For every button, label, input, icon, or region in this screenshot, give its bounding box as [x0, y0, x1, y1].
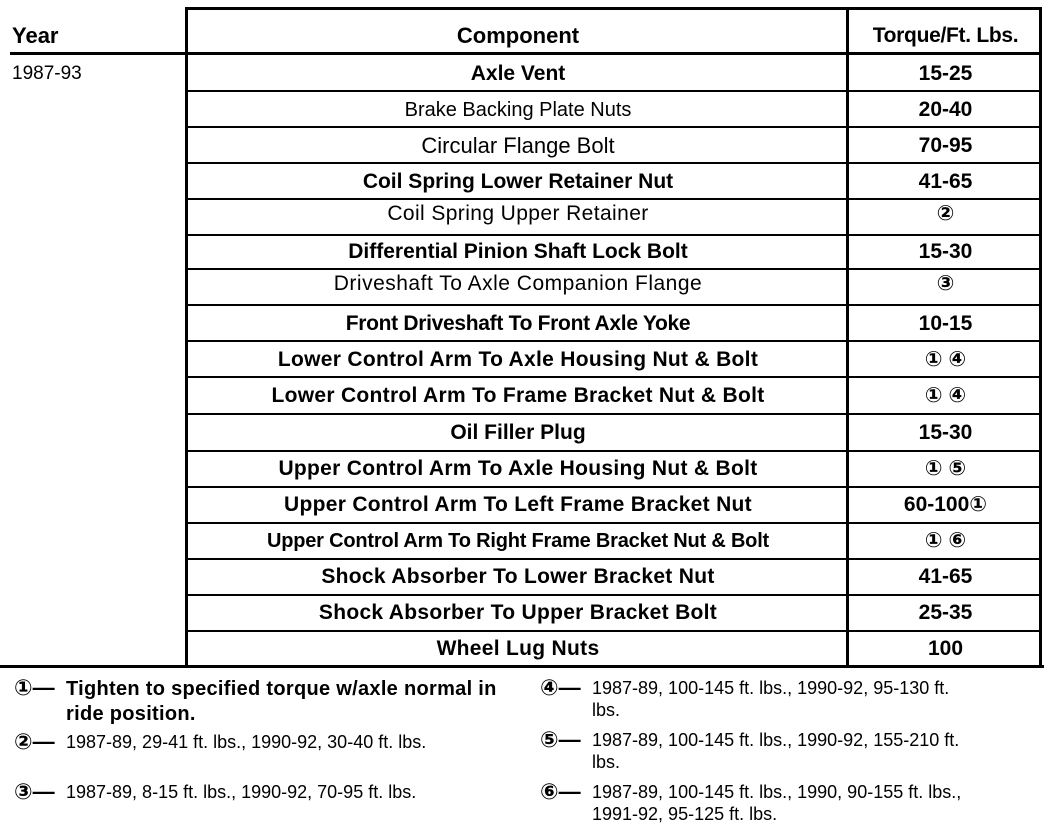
table-row — [0, 523, 1056, 559]
component-cell: Brake Backing Plate Nuts — [404, 99, 632, 121]
component-cell: Front Driveshaft To Front Axle Yoke — [345, 312, 691, 335]
footnote-3 — [14, 781, 504, 827]
torque-cell: 25-35 — [918, 601, 973, 624]
table-row — [0, 56, 1056, 92]
torque-cell: 15-30 — [918, 421, 973, 444]
footnote-marker: ③— — [14, 779, 55, 804]
table-row — [0, 128, 1056, 164]
table-row — [0, 378, 1056, 414]
table-row — [0, 487, 1056, 523]
table-row — [0, 559, 1056, 595]
torque-cell: 41-65 — [918, 565, 973, 588]
table-row — [0, 234, 1056, 270]
component-cell: Oil Filler Plug — [450, 421, 586, 444]
table-row — [0, 306, 1056, 342]
header-year: Year — [12, 23, 59, 48]
table-row — [0, 451, 1056, 487]
component-cell: Axle Vent — [470, 62, 566, 85]
component-cell: Upper Control Arm To Right Frame Bracket Nut & Bolt — [266, 530, 770, 552]
footnote-4 — [540, 677, 1040, 723]
component-cell: Wheel Lug Nuts — [436, 637, 600, 660]
header-component: Component — [456, 23, 580, 48]
component-cell: Shock Absorber To Upper Bracket Bolt — [318, 601, 718, 624]
table-row — [0, 415, 1056, 451]
torque-cell: 100 — [927, 637, 964, 660]
footnote-marker: ⑥— — [540, 779, 581, 804]
component-cell: Circular Flange Bolt — [421, 133, 615, 158]
footnote-text: Tighten to specified torque w/axle normal in ride position. — [66, 678, 497, 725]
torque-cell: 10-15 — [918, 312, 973, 335]
torque-cell: ① ④ — [924, 384, 967, 407]
torque-cell: 70-95 — [918, 134, 973, 157]
footnote-marker: ①— — [14, 675, 55, 700]
component-cell: Upper Control Arm To Axle Housing Nut & Bolt — [278, 457, 758, 480]
table-row — [0, 342, 1056, 378]
footnote-marker: ②— — [14, 729, 55, 754]
component-cell: Shock Absorber To Lower Bracket Nut — [321, 565, 715, 588]
torque-cell: ① ⑤ — [924, 457, 967, 480]
table-row — [0, 196, 1056, 232]
header-torque: Torque/Ft. Lbs. — [872, 24, 1019, 47]
torque-cell: ③ — [936, 272, 955, 295]
component-cell: Coil Spring Lower Retainer Nut — [362, 170, 674, 193]
footnote-text: 1987-89, 100-145 ft. lbs., 1990, 90-155 ft. lbs., 1991-92, 95-125 ft. lbs. — [592, 782, 962, 824]
torque-cell: 20-40 — [918, 98, 973, 121]
torque-cell: 15-30 — [918, 240, 973, 263]
footnote-5 — [540, 729, 1040, 775]
footnote-text: 1987-89, 100-145 ft. lbs., 1990-92, 95-130 ft. lbs. — [592, 678, 950, 720]
year-value: 1987-93 — [12, 63, 82, 84]
component-cell: Differential Pinion Shaft Lock Bolt — [348, 240, 688, 263]
torque-cell: ① ⑥ — [924, 529, 967, 552]
component-cell: Lower Control Arm To Axle Housing Nut & Bolt — [277, 348, 759, 371]
footnote-text: 1987-89, 29-41 ft. lbs., 1990-92, 30-40 ft. lbs. — [66, 732, 427, 752]
table-row — [0, 631, 1056, 667]
torque-cell: 15-25 — [918, 62, 973, 85]
header-bottom-rule — [10, 52, 1039, 55]
component-cell: Upper Control Arm To Left Frame Bracket Nut — [284, 493, 752, 516]
torque-cell: 41-65 — [918, 170, 973, 193]
header-top-rule — [187, 7, 1039, 10]
footnote-text: 1987-89, 8-15 ft. lbs., 1990-92, 70-95 ft. lbs. — [66, 782, 417, 802]
footnote-1 — [14, 677, 504, 725]
torque-cell: ① ④ — [924, 348, 967, 371]
footnote-marker: ④— — [540, 675, 581, 700]
footnote-2 — [14, 731, 504, 777]
footnote-marker: ⑤— — [540, 727, 581, 752]
component-cell: Lower Control Arm To Frame Bracket Nut & Bolt — [271, 384, 765, 407]
table-row — [0, 164, 1056, 200]
torque-cell: 60-100① — [903, 493, 988, 516]
component-cell: Driveshaft To Axle Companion Flange — [333, 272, 703, 295]
component-cell: Coil Spring Upper Retainer — [387, 202, 649, 225]
footnote-6 — [540, 781, 1040, 827]
table-row — [0, 92, 1056, 128]
torque-cell: ② — [936, 202, 955, 225]
table-row — [0, 266, 1056, 302]
footnote-text: 1987-89, 100-145 ft. lbs., 1990-92, 155-210 ft. lbs. — [592, 730, 960, 772]
table-row — [0, 595, 1056, 631]
